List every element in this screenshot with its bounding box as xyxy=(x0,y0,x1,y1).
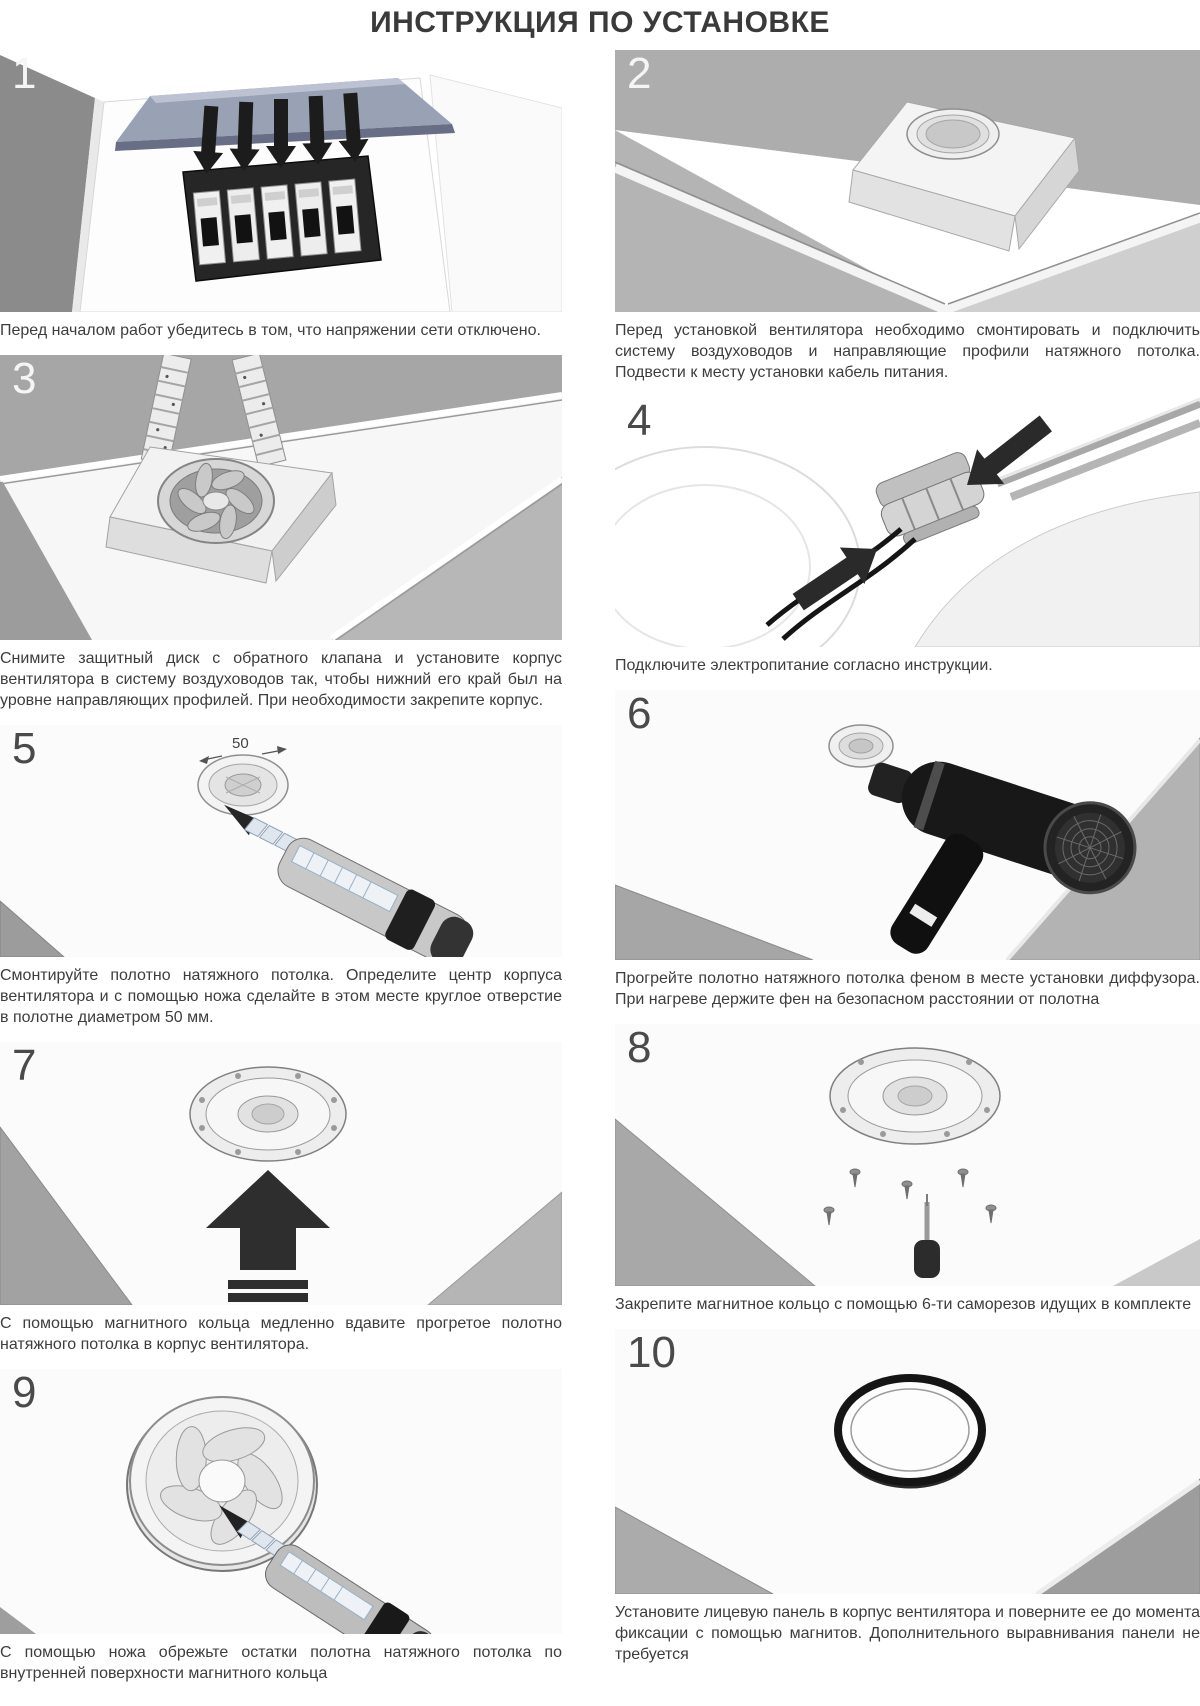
step-number: 10 xyxy=(627,1329,676,1377)
step-number: 2 xyxy=(627,50,652,98)
step-3-caption: Снимите защитный диск с обратного клапана и установите корпус вентилятора в систему воздуховодов так, чтобы нижний его край был на уровне направляющих профилей. При необходимости закрепите корпус. xyxy=(0,650,562,709)
step-4 xyxy=(615,397,1200,676)
fan-impeller xyxy=(158,459,274,543)
breaker xyxy=(261,185,293,259)
page-title: ИНСТРУКЦИЯ ПО УСТАНОВКЕ xyxy=(370,6,830,39)
step-2-illustration xyxy=(615,50,1200,312)
diffuser-body xyxy=(829,725,893,767)
step-1-illustration xyxy=(0,50,562,312)
magnetic-ring xyxy=(830,1048,1000,1144)
step-number: 5 xyxy=(12,725,37,773)
step-7-caption: С помощью магнитного кольца медленно вдавите прогретое полотно натяжного потолка в корпус вентилятора. xyxy=(0,1315,562,1353)
press-ring-illustration xyxy=(0,1042,562,1305)
step-4-illustration xyxy=(615,397,1200,647)
step-5-caption: Смонтируйте полотно натяжного потолка. Определите центр корпуса вентилятора и с помощью ножа сделайте в этом месте круглое отверстие в полотне диаметром 50 мм. xyxy=(0,967,562,1026)
step-1-caption: Перед началом работ убедитесь в том, что напряжении сети отключено. xyxy=(0,322,541,339)
step-7-illustration xyxy=(0,1042,562,1305)
step-2 xyxy=(615,50,1200,383)
step-9 xyxy=(0,1369,562,1684)
step-3-illustration xyxy=(0,355,562,640)
step-number: 7 xyxy=(12,1042,37,1090)
screw-ring-illustration xyxy=(615,1024,1200,1286)
step-8-illustration xyxy=(615,1024,1200,1286)
step-2-caption: Перед установкой вентилятора необходимо смонтировать и подключить систему воздуховодов и направляющие профили натяжного потолка. Подвести к месту установки кабель питания. xyxy=(615,322,1200,381)
step-7 xyxy=(0,1042,562,1355)
breaker xyxy=(295,182,327,256)
step-10-illustration xyxy=(615,1329,1200,1594)
step-6-illustration xyxy=(615,690,1200,960)
step-number: 8 xyxy=(627,1024,652,1072)
step-number: 9 xyxy=(12,1369,37,1417)
right-column xyxy=(615,50,1200,1698)
power-connection-illustration xyxy=(615,397,1200,647)
step-number: 6 xyxy=(627,690,652,738)
breaker-panel xyxy=(183,156,381,281)
step-6-caption: Прогрейте полотно натяжного потолка феном в месте установки диффузора. При нагреве держите фен на безопасном расстоянии от полотна xyxy=(615,970,1200,1008)
front-panel-illustration xyxy=(615,1329,1200,1594)
step-8 xyxy=(615,1024,1200,1315)
diffuser-body xyxy=(198,755,288,815)
front-panel-ring xyxy=(838,1378,982,1486)
step-8-caption: Закрепите магнитное кольцо с помощью 6-ти саморезов идущих в комплекте xyxy=(615,1296,1192,1313)
step-3 xyxy=(0,355,562,711)
circuit-breakers-illustration xyxy=(0,50,562,312)
step-number: 3 xyxy=(12,355,37,403)
trim-fabric-illustration xyxy=(0,1369,562,1634)
dimension-label: 50 xyxy=(232,735,249,752)
step-10 xyxy=(615,1329,1200,1665)
breaker xyxy=(193,191,225,265)
breaker xyxy=(329,179,361,253)
step-number: 1 xyxy=(12,50,37,98)
step-1 xyxy=(0,50,562,341)
magnetic-ring xyxy=(190,1067,346,1161)
breaker xyxy=(227,188,259,262)
left-column xyxy=(0,50,562,1698)
duct-spigot xyxy=(907,109,999,159)
step-4-caption: Подключите электропитание согласно инструкции. xyxy=(615,657,993,674)
duct-illustration xyxy=(615,50,1200,312)
cut-hole-illustration xyxy=(0,725,562,957)
steps-grid xyxy=(0,50,1200,1698)
fan-body-illustration xyxy=(0,355,562,640)
step-5 xyxy=(0,725,562,1028)
step-6 xyxy=(615,690,1200,1010)
step-10-caption: Установите лицевую панель в корпус вентилятора и поверните ее до момента фиксации с помощью магнитов. Дополнительного выравнивания панели не требуется xyxy=(615,1604,1200,1663)
step-9-caption: С помощью ножа обрежьте остатки полотна натяжного потолка по внутренней поверхности магнитного кольца xyxy=(0,1644,562,1682)
step-9-illustration xyxy=(0,1369,562,1634)
step-number: 4 xyxy=(627,397,652,445)
hair-dryer-illustration xyxy=(615,690,1200,960)
step-5-illustration xyxy=(0,725,562,957)
